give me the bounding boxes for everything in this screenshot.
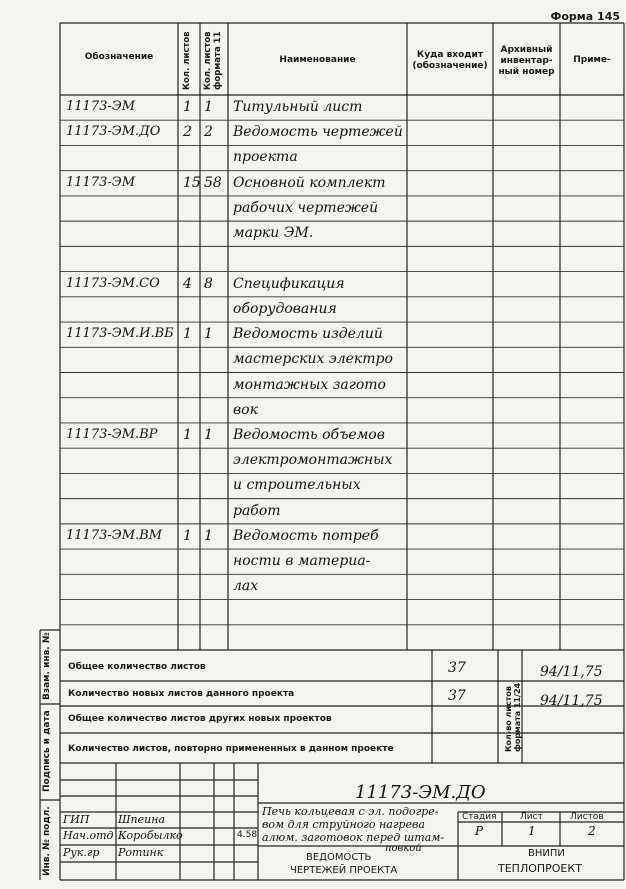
row-name: Спецификация — [233, 275, 345, 292]
header-a11-count: Кол. листов формата 11 — [203, 31, 223, 90]
row-name: Ведомость чертежей — [233, 124, 403, 141]
row-designation: 11173-ЭМ.И.ВБ — [66, 326, 174, 342]
object-title-line3: алюм. заготовок перед штам- — [262, 831, 445, 844]
row-a11: 1 — [204, 326, 213, 343]
row-a11: 1 — [204, 527, 213, 544]
row-sheets: 4 — [183, 275, 192, 292]
total-sheets-label: Общее количество листов — [68, 662, 206, 672]
row-designation: 11173-ЭМ — [66, 99, 136, 114]
row-sheets: 1 — [183, 527, 192, 544]
row-name: мастерских электро — [233, 351, 393, 368]
doc-title-line1: ВЕДОМОСТЬ — [306, 852, 372, 863]
row-a11: 2 — [204, 124, 213, 141]
header-name: Наименование — [279, 55, 356, 65]
header-archive — [493, 45, 560, 78]
doc-title-line2: ЧЕРТЕЖЕЙ ПРОЕКТА — [290, 865, 398, 876]
stage-label: Стадия — [462, 812, 497, 822]
row-name: и строительных — [233, 477, 361, 494]
row-designation: 11173-ЭМ — [66, 174, 136, 190]
row-name: ности в материа- — [233, 553, 371, 570]
sheets-value: 2 — [588, 824, 596, 838]
new-sheets-value: 37 — [448, 688, 466, 704]
stage-value: Р — [475, 824, 484, 838]
signature-role: Нач.отд — [63, 829, 114, 842]
row-name: рабочих чертежей — [233, 199, 379, 216]
row-designation: 11173-ЭМ.СО — [66, 275, 160, 291]
row-name: монтажных загото — [233, 376, 386, 393]
row-a11: 1 — [204, 426, 213, 443]
signature-name: Шпеина — [118, 813, 166, 826]
row-name: Ведомость объемов — [233, 426, 385, 443]
inv-orig-label: Инв. № подл. — [42, 806, 52, 876]
signature-name: Коробылко — [118, 829, 183, 842]
row-designation: 11173-ЭМ.ВМ — [66, 527, 163, 543]
header-archive-line3: ный номер — [498, 67, 555, 77]
org-line1: ВНИПИ — [528, 848, 565, 859]
row-sheets: 1 — [183, 99, 192, 115]
row-sheets: 1 — [183, 326, 192, 343]
object-title-line1: Печь кольцевая с эл. подогре- — [262, 805, 439, 818]
sheet-label: Лист — [520, 812, 543, 822]
row-a11: 8 — [204, 275, 213, 292]
form-label: Форма 145 — [550, 10, 620, 23]
header-included-in-line1: Куда входит — [416, 50, 484, 60]
signature-role: ГИП — [63, 813, 90, 826]
a11-count-label: Кол-во листов формата 11/24 — [504, 682, 522, 752]
row-name: электромонтажных — [233, 452, 393, 469]
header-note: Приме- — [573, 55, 611, 65]
row-name: Титульный лист — [233, 99, 363, 115]
header-archive-line1: Архивный — [500, 45, 553, 55]
header-designation: Обозначение — [84, 52, 154, 62]
reused-sheets-label: Количество листов, повторно примененных в данном проекте — [68, 744, 394, 754]
header-sheet-count: Кол. листов — [182, 31, 192, 90]
object-title-line4: повкой — [385, 843, 422, 854]
sheet-value: 1 — [528, 824, 536, 838]
sheets-label: Листов — [570, 812, 604, 822]
row-name: вок — [233, 401, 258, 418]
object-title-line2: вом для струйного нагрева — [262, 818, 425, 831]
new-sheets-label: Количество новых листов данного проекта — [68, 689, 295, 699]
a11-count-value-2: 94/11,75 — [540, 693, 603, 709]
row-name: Ведомость потреб — [233, 527, 379, 544]
other-new-sheets-label: Общее количество листов других новых проектов — [68, 714, 332, 724]
header-included-in — [407, 50, 493, 72]
row-name: марки ЭМ. — [233, 225, 314, 242]
row-designation: 11173-ЭМ.ВР — [66, 426, 158, 442]
row-a11: 58 — [204, 174, 222, 191]
row-name: работ — [233, 502, 281, 519]
sign-date-label: Подпись и дата — [42, 710, 52, 792]
row-name: лах — [233, 578, 259, 595]
header-archive-line2: инвентар- — [500, 56, 553, 66]
row-designation: 11173-ЭМ.ДО — [66, 124, 161, 140]
a11-count-value-1: 94/11,75 — [540, 664, 603, 680]
row-sheets: 1 — [183, 426, 192, 443]
row-name: Основной комплект — [233, 174, 386, 191]
date-mark: 4.58 — [237, 830, 258, 840]
row-sheets: 15 — [183, 174, 201, 191]
signature-role: Рук.гр — [63, 846, 100, 859]
replace-inv-label: Взам. инв. № — [42, 632, 52, 700]
signature-name: Ротинк — [118, 846, 164, 859]
row-name: проекта — [233, 149, 298, 166]
row-name: оборудования — [233, 300, 337, 317]
total-sheets-value: 37 — [448, 660, 466, 676]
header-included-in-line2: (обозначение) — [412, 61, 488, 71]
row-sheets: 2 — [183, 124, 192, 141]
org-line2: ТЕПЛОПРОЕКТ — [498, 862, 582, 875]
title-code: 11173-ЭМ.ДО — [355, 782, 486, 803]
row-a11: 1 — [204, 99, 213, 115]
row-name: Ведомость изделий — [233, 326, 383, 343]
